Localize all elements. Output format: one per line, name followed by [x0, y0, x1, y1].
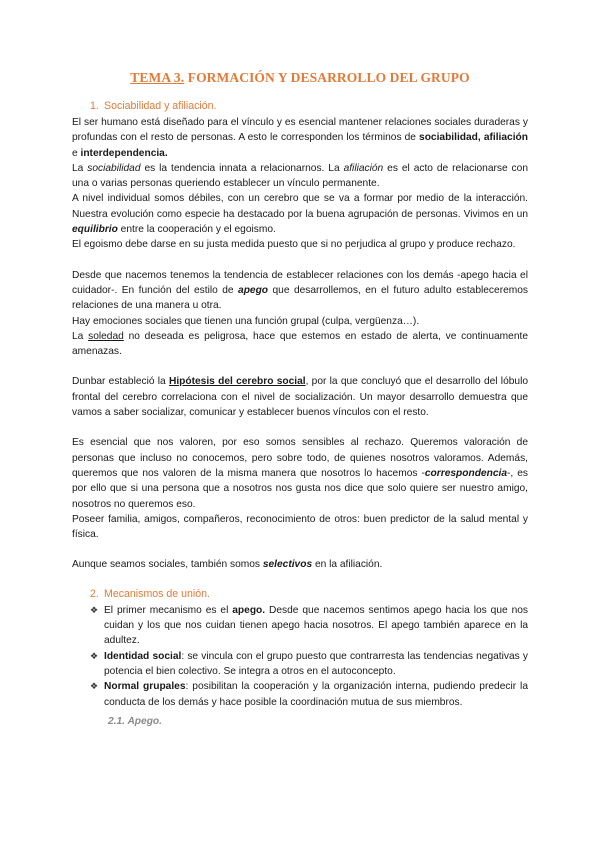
list-item: ❖ Normal grupales: posibilitan la cooperación y la organización interna, pudiendo predecir la conducta de los demás y hace posible la coordinación mutua de sus miembros. — [72, 679, 528, 710]
section-2-heading: 2. Mecanismos de unión. — [90, 587, 210, 600]
paragraph: Aunque seamos sociales, también somos selectivos en la afiliación. — [72, 559, 383, 571]
diamond-bullet-icon: ❖ — [90, 681, 99, 692]
paragraph: Dunbar estableció la Hipótesis del cerebro social, por la que concluyó que el desarrollo del lóbulo frontal del cerebro correlaciona con el nivel de socialización. Un mayor desarrollo demuestra que vamos a saber socializar, comunicar y establecer buenos vínculos con el resto. — [72, 376, 528, 419]
document-page — [72, 70, 528, 727]
paragraph: El egoismo debe darse en su justa medida puesto que si no perjudica al grupo y produce rechazo. — [72, 239, 516, 251]
subsection-heading: 2.1. Apego. — [108, 715, 162, 727]
paragraph: Desde que nacemos tenemos la tendencia de establecer relaciones con los demás -apego hacia el cuidador-. En función del estilo de apego que desarrollemos, en el futuro adulto estableceremos relaciones de una manera u otra. — [72, 269, 528, 312]
section-1-heading: 1. Sociabilidad y afiliación. — [90, 100, 217, 112]
diamond-bullet-icon: ❖ — [90, 650, 99, 661]
paragraph: Poseer familia, amigos, compañeros, reconocimiento de otros: buen predictor de la salud mental y física. — [72, 513, 528, 541]
paragraph: La sociabilidad es la tendencia innata a relacionarnos. La afiliación es el acto de relacionarse con una o varias personas queriendo establecer un vínculo permanente. — [72, 162, 528, 190]
paragraph: A nivel individual somos débiles, con un cerebro que se va a formar por medio de la interacción. Nuestra evolución como especie ha destacado por la buena agrupación de personas. Vivimos en un equilibrio entre la cooperación y el egoismo. — [72, 193, 528, 236]
paragraph: Es esencial que nos valoren, por eso somos sensibles al rechazo. Queremos valoración de personas que incluso no conocemos, pero sobre todo, de quienes nosotros valoramos. Además, queremos que nos valoren de la misma manera que nosotros lo hacemos -correspondencia-, es por ello que si una persona que a nosotros nos gusta nos dice que solo quiere ser nuestro amigo, nosotros no queremos eso. — [72, 437, 528, 510]
page-title — [72, 70, 528, 86]
paragraph: El ser humano está diseñado para el vínculo y es esencial mantener relaciones sociales duraderas y profundas con el resto de personas. A esto le corresponden los términos de sociabilidad, afiliación e interdependencia. — [72, 117, 528, 159]
paragraph: Hay emociones sociales que tienen una función grupal (culpa, vergüenza…). — [72, 315, 420, 327]
title-text: FORMACIÓN Y DESARROLLO DEL GRUPO — [187, 70, 470, 85]
paragraph: La soledad no deseada es peligrosa, hace que estemos en estado de alerta, ve continuamente amenazas. — [72, 330, 528, 358]
title-number: TEMA 3. — [130, 70, 185, 85]
list-item: ❖ El primer mecanismo es el apego. Desde que nacemos sentimos apego hacia los que nos cuidan y los que nos cuidan tienen apego hacia nosotros. El apego también aparece en la adultez. — [72, 603, 528, 649]
diamond-bullet-icon: ❖ — [90, 604, 99, 615]
list-item: ❖ Identidad social: se vincula con el grupo puesto que contrarresta las tendencias negativas y potencia el bien colectivo. Se integra a otros en el autoconcepto. — [72, 649, 528, 680]
